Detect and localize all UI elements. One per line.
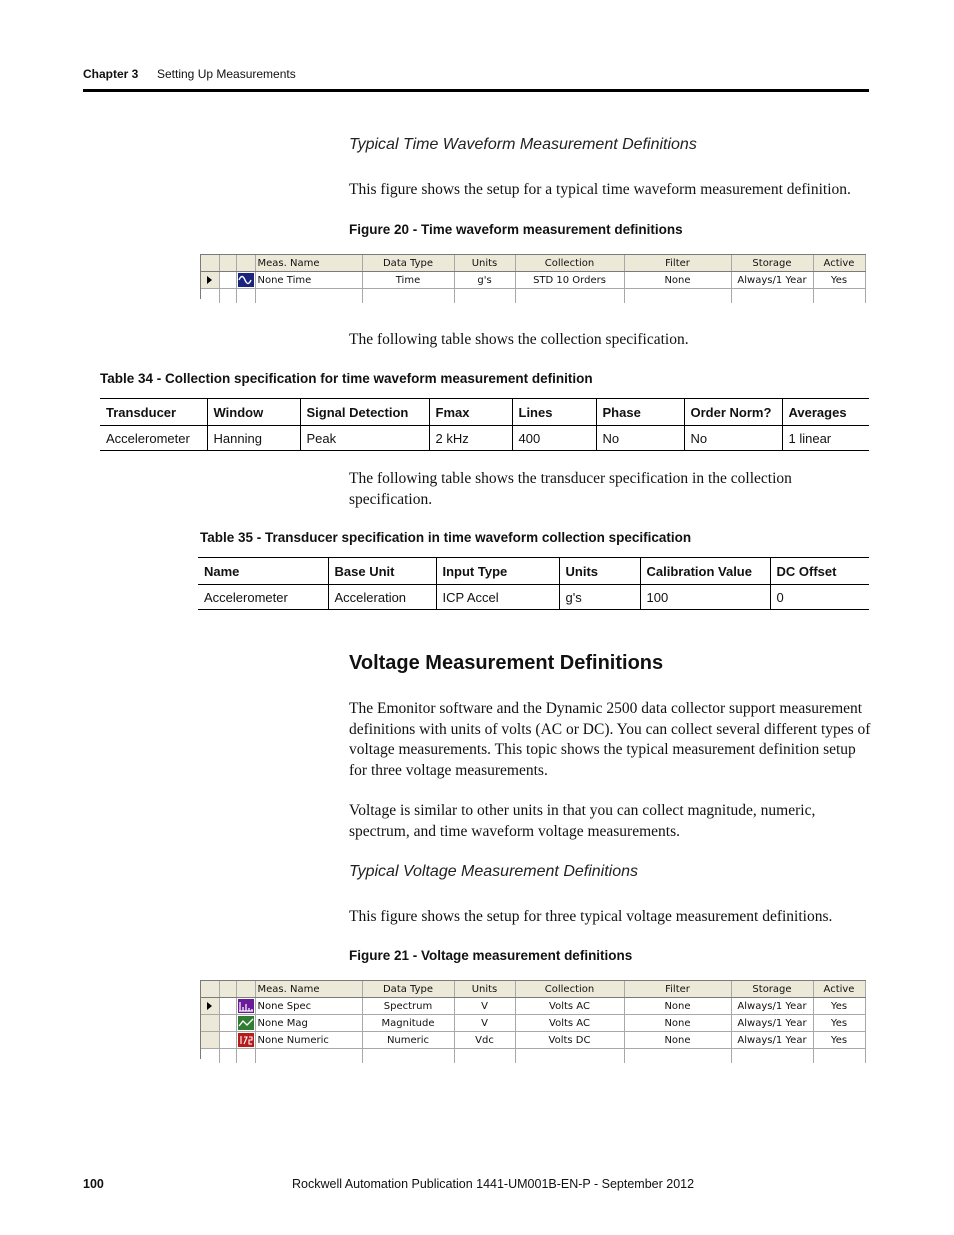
table-row[interactable]	[201, 1032, 865, 1049]
col-units[interactable]: Units	[454, 255, 515, 272]
collection-spec-intro: The following table shows the collection specification.	[349, 331, 689, 348]
table-header-row	[100, 399, 869, 426]
meas-name-cell[interactable]: None Spec	[255, 998, 362, 1015]
th-dc-offset: DC Offset	[770, 558, 869, 585]
table-row[interactable]	[201, 998, 865, 1015]
th-averages: Averages	[782, 399, 869, 426]
publication-footer: Rockwell Automation Publication 1441-UM001B-EN-P - September 2012	[292, 1177, 695, 1191]
chapter-label: Chapter 3	[83, 67, 139, 81]
numeric-icon	[238, 1033, 254, 1047]
td-units: g's	[559, 585, 640, 610]
storage-cell[interactable]: Always/1 Year	[731, 1015, 813, 1032]
row-selector[interactable]	[201, 1032, 219, 1049]
figure-20-caption: Figure 20 - Time waveform measurement definitions	[349, 222, 683, 237]
row-selector[interactable]	[201, 998, 219, 1015]
col-data-type[interactable]: Data Type	[362, 255, 454, 272]
collection-cell[interactable]: STD 10 Orders	[515, 272, 624, 289]
meas-name-cell[interactable]: None Numeric	[255, 1032, 362, 1049]
table-34-caption: Table 34 - Collection specification for time waveform measurement definition	[100, 371, 593, 386]
col-collection[interactable]: Collection	[515, 981, 624, 998]
td-window: Hanning	[207, 426, 300, 451]
voltage-para-2: Voltage is similar to other units in that you can collect magnitude, numeric, spectrum, and time waveform voltage measurements.	[349, 802, 816, 840]
td-lines: 400	[512, 426, 596, 451]
active-cell[interactable]: Yes	[813, 1015, 865, 1032]
table-row	[100, 426, 869, 451]
measurement-icon-cell	[236, 998, 255, 1015]
col-filter[interactable]: Filter	[624, 255, 731, 272]
grid-corner	[201, 255, 219, 272]
voltage-intro: This figure shows the setup for three typical voltage measurement definitions.	[349, 908, 833, 925]
th-name: Name	[198, 558, 328, 585]
spectrum-icon	[238, 999, 254, 1013]
storage-cell[interactable]: Always/1 Year	[731, 272, 813, 289]
filter-cell[interactable]: None	[624, 1015, 731, 1032]
active-cell[interactable]: Yes	[813, 998, 865, 1015]
collection-cell[interactable]: Volts AC	[515, 1015, 624, 1032]
col-units[interactable]: Units	[454, 981, 515, 998]
th-lines: Lines	[512, 399, 596, 426]
data-type-cell[interactable]: Time	[362, 272, 454, 289]
th-signal-detection: Signal Detection	[300, 399, 429, 426]
grid-header-row	[201, 981, 865, 998]
grid-spacer	[219, 1032, 236, 1049]
filter-cell[interactable]: None	[624, 272, 731, 289]
filter-cell[interactable]: None	[624, 1032, 731, 1049]
grid-spacer	[219, 981, 236, 998]
col-meas-name[interactable]: Meas. Name	[255, 981, 362, 998]
td-phase: No	[596, 426, 684, 451]
th-base-unit: Base Unit	[328, 558, 436, 585]
table-header-row	[198, 558, 869, 585]
th-input-type: Input Type	[436, 558, 559, 585]
data-type-cell[interactable]: Magnitude	[362, 1015, 454, 1032]
th-calibration-value: Calibration Value	[640, 558, 770, 585]
td-dc-offset: 0	[770, 585, 869, 610]
td-base-unit: Acceleration	[328, 585, 436, 610]
grid-filler-row	[201, 289, 865, 304]
measurement-icon-cell	[236, 272, 255, 289]
measurement-icon-cell	[236, 1015, 255, 1032]
th-fmax: Fmax	[429, 399, 512, 426]
time-waveform-icon	[238, 273, 254, 287]
row-pointer-icon	[207, 276, 212, 284]
table-35	[198, 557, 869, 610]
col-storage[interactable]: Storage	[731, 981, 813, 998]
grid-spacer	[219, 272, 236, 289]
units-cell[interactable]: V	[454, 998, 515, 1015]
col-active[interactable]: Active	[813, 255, 865, 272]
th-transducer: Transducer	[100, 399, 207, 426]
td-fmax: 2 kHz	[429, 426, 512, 451]
col-meas-name[interactable]: Meas. Name	[255, 255, 362, 272]
magnitude-icon	[238, 1016, 254, 1030]
grid-spacer	[219, 255, 236, 272]
row-selector[interactable]	[201, 1015, 219, 1032]
grid-spacer	[219, 998, 236, 1015]
storage-cell[interactable]: Always/1 Year	[731, 1032, 813, 1049]
filter-cell[interactable]: None	[624, 998, 731, 1015]
table-35-caption: Table 35 - Transducer specification in time waveform collection specification	[200, 530, 692, 545]
units-cell[interactable]: V	[454, 1015, 515, 1032]
grid-filler-row	[201, 1049, 865, 1064]
voltage-subheading: Typical Voltage Measurement Definitions	[349, 863, 639, 880]
units-cell[interactable]: Vdc	[454, 1032, 515, 1049]
grid-corner	[201, 981, 219, 998]
td-signal-detection: Peak	[300, 426, 429, 451]
voltage-heading: Voltage Measurement Definitions	[349, 652, 664, 674]
meas-name-cell[interactable]: None Mag	[255, 1015, 362, 1032]
td-input-type: ICP Accel	[436, 585, 559, 610]
col-collection[interactable]: Collection	[515, 255, 624, 272]
voltage-para-1: The Emonitor software and the Dynamic 2500 data collector support measurement definitions with units of volts (AC or DC). You can collect several different types of voltage measurements. This topic shows the typical measurement definition setup for three voltage measurements.	[349, 700, 871, 779]
grid-header-row	[201, 255, 865, 272]
chapter-title: Setting Up Measurements	[157, 67, 296, 81]
td-averages: 1 linear	[782, 426, 869, 451]
storage-cell[interactable]: Always/1 Year	[731, 998, 813, 1015]
table-row[interactable]	[201, 1015, 865, 1032]
collection-cell[interactable]: Volts DC	[515, 1032, 624, 1049]
row-pointer-icon	[207, 1002, 212, 1010]
figure-21-grid	[200, 980, 866, 1059]
meas-name-cell[interactable]: None Time	[255, 272, 362, 289]
td-name: Accelerometer	[198, 585, 328, 610]
table-row[interactable]	[201, 272, 865, 289]
th-phase: Phase	[596, 399, 684, 426]
col-active[interactable]: Active	[813, 981, 865, 998]
data-type-cell[interactable]: Spectrum	[362, 998, 454, 1015]
collection-cell[interactable]: Volts AC	[515, 998, 624, 1015]
time-waveform-subheading: Typical Time Waveform Measurement Definitions	[349, 136, 697, 153]
grid-spacer	[219, 1015, 236, 1032]
active-cell[interactable]: Yes	[813, 272, 865, 289]
td-calibration-value: 100	[640, 585, 770, 610]
figure-21-caption: Figure 21 - Voltage measurement definitions	[349, 948, 633, 963]
time-waveform-intro: This figure shows the setup for a typical time waveform measurement definition.	[349, 181, 851, 198]
row-selector[interactable]	[201, 272, 219, 289]
col-storage[interactable]: Storage	[731, 255, 813, 272]
col-data-type[interactable]: Data Type	[362, 981, 454, 998]
table-row	[198, 585, 869, 610]
data-type-cell[interactable]: Numeric	[362, 1032, 454, 1049]
col-filter[interactable]: Filter	[624, 981, 731, 998]
header-rule	[83, 89, 869, 92]
grid-icon-header	[236, 981, 255, 998]
measurement-icon-cell	[236, 1032, 255, 1049]
page-number: 100	[83, 1177, 104, 1191]
th-units: Units	[559, 558, 640, 585]
grid-icon-header	[236, 255, 255, 272]
figure-20-grid	[200, 254, 866, 299]
units-cell[interactable]: g's	[454, 272, 515, 289]
active-cell[interactable]: Yes	[813, 1032, 865, 1049]
transducer-spec-intro: The following table shows the transducer specification in the collection specification.	[349, 470, 792, 508]
th-window: Window	[207, 399, 300, 426]
th-order-norm: Order Norm?	[684, 399, 782, 426]
table-34	[100, 398, 869, 451]
td-order-norm: No	[684, 426, 782, 451]
td-transducer: Accelerometer	[100, 426, 207, 451]
